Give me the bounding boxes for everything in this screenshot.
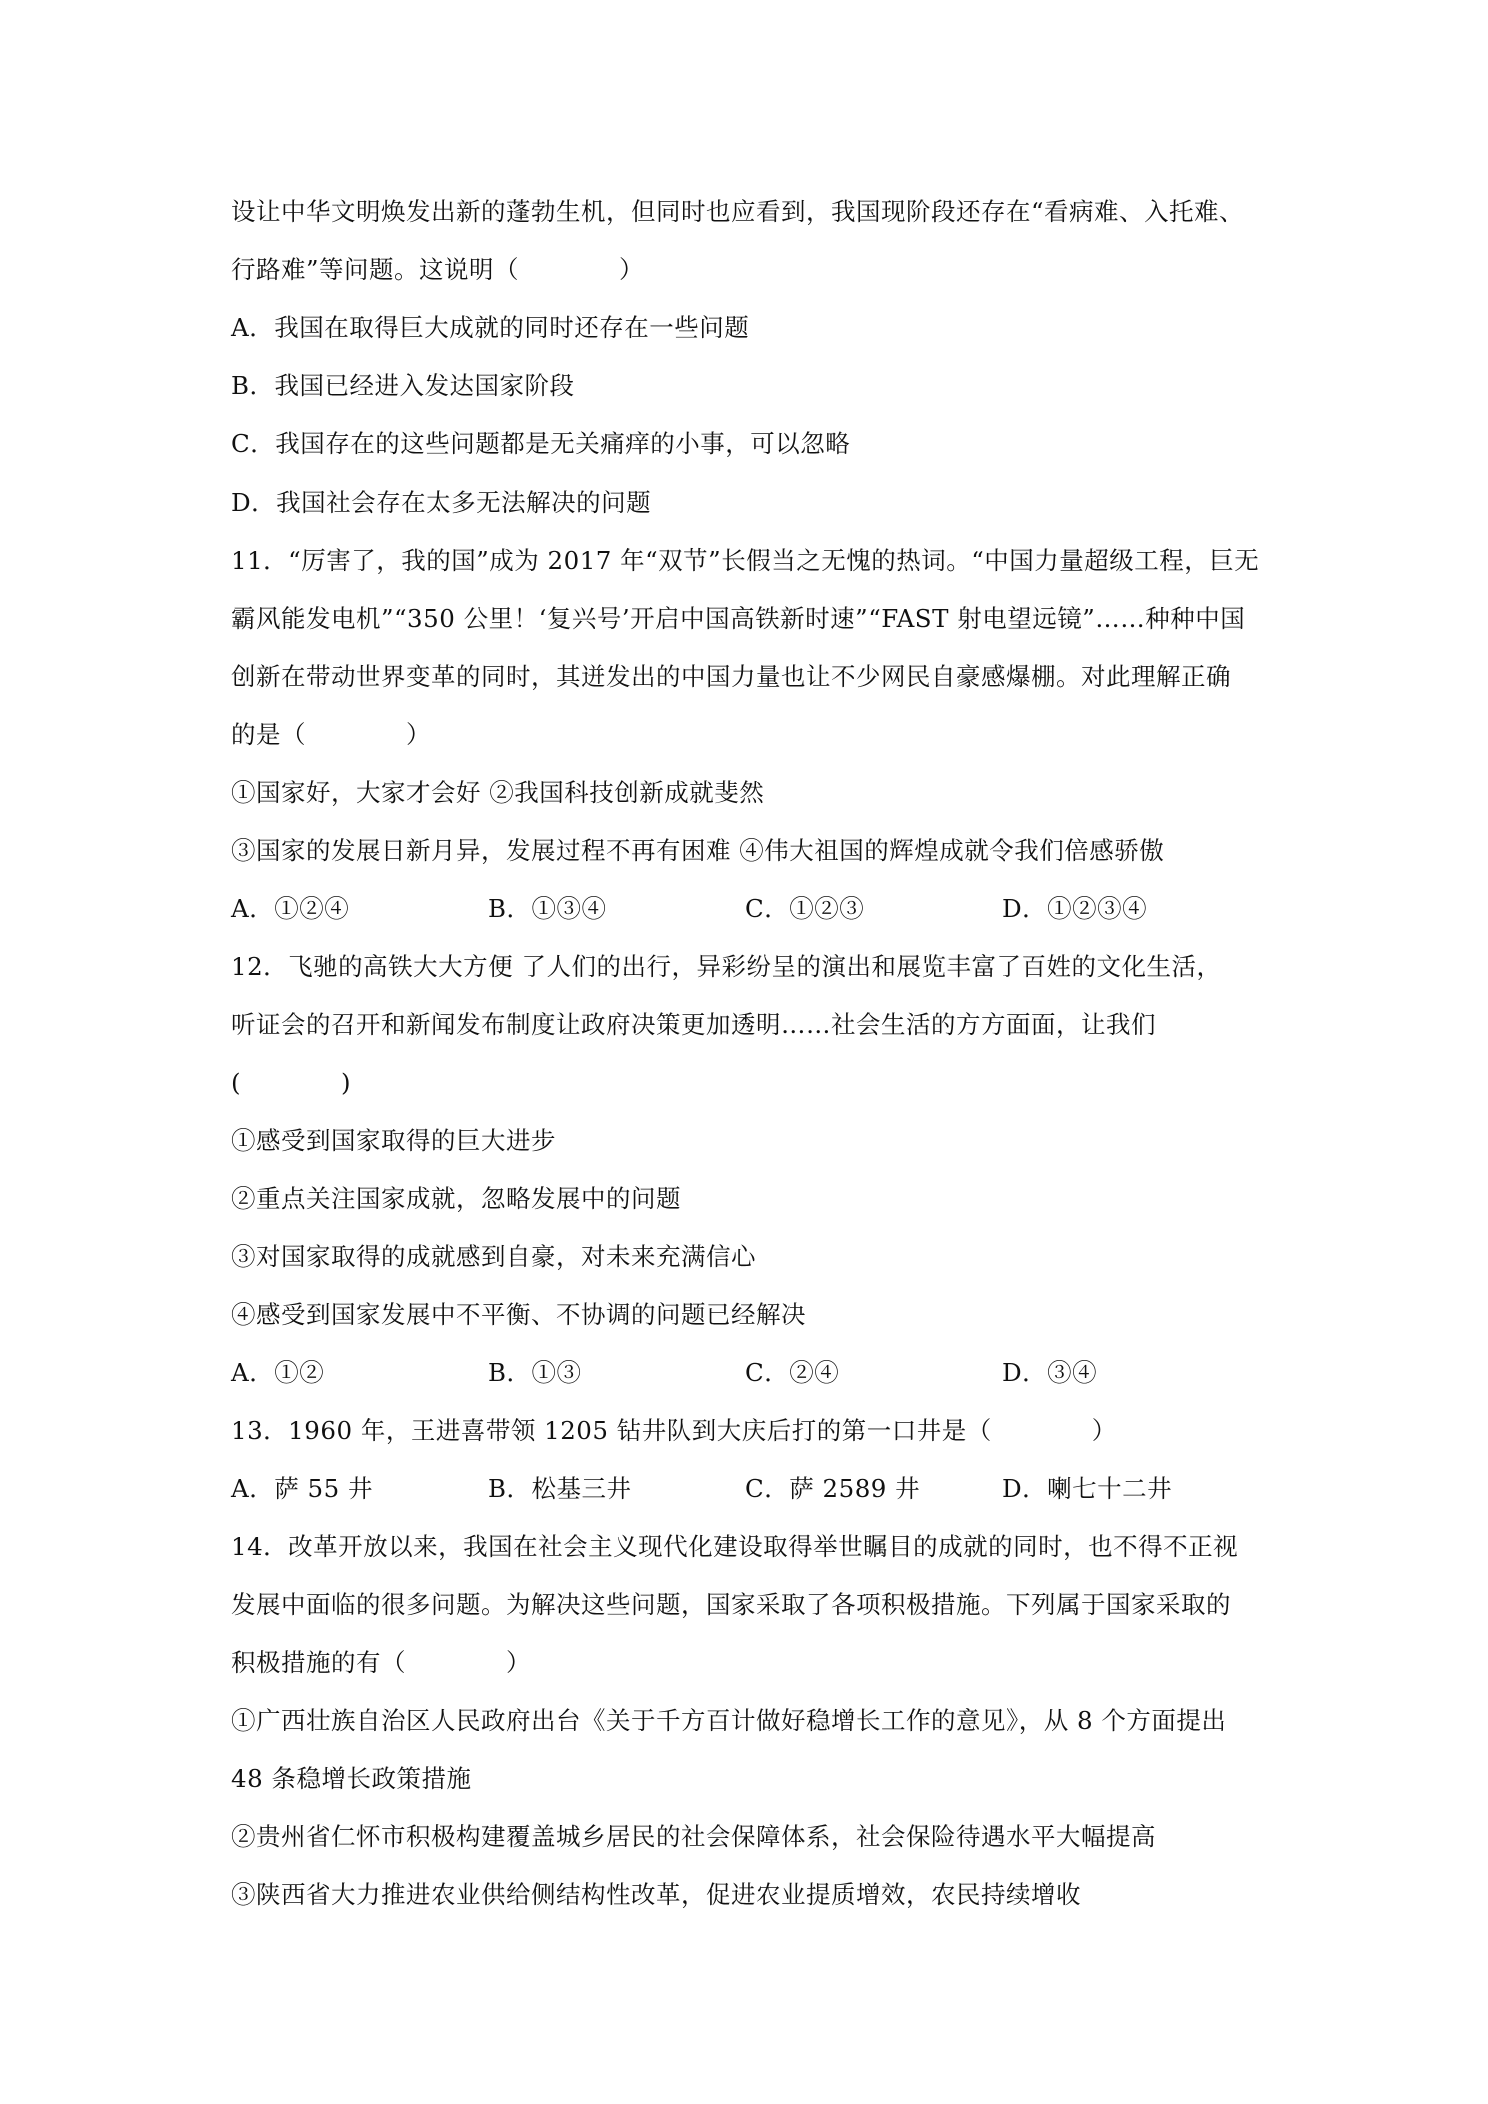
q10-option-c: C．我国存在的这些问题都是无关痛痒的小事，可以忽略 [231, 429, 851, 458]
q12-text-line-1: 12．飞驰的高铁大大方便 了人们的出行，异彩纷呈的演出和展览丰富了百姓的文化生活， [231, 952, 1222, 981]
q10-text-line-1: 设让中华文明焕发出新的蓬勃生机，但同时也应看到，我国现阶段还存在“看病难、入托难、 [231, 197, 1245, 226]
q12-option-a: A．①② [231, 1358, 325, 1387]
q12-statement-4: ④感受到国家发展中不平衡、不协调的问题已经解决 [231, 1300, 806, 1329]
q10-option-a: A．我国在取得巨大成就的同时还存在一些问题 [231, 313, 750, 342]
q12-statement-1: ①感受到国家取得的巨大进步 [231, 1126, 556, 1155]
q14-statement-1-line-2: 48 条稳增长政策措施 [231, 1764, 472, 1793]
q10-option-d: D．我国社会存在太多无法解决的问题 [231, 488, 652, 517]
q11-option-b: B．①③④ [488, 894, 607, 923]
q14-text-line-3: 积极措施的有（ ） [231, 1648, 531, 1677]
q14-statement-2: ②贵州省仁怀市积极构建覆盖城乡居民的社会保障体系，社会保险待遇水平大幅提高 [231, 1822, 1156, 1851]
q14-statement-3: ③陕西省大力推进农业供给侧结构性改革，促进农业提质增效，农民持续增收 [231, 1880, 1081, 1909]
q12-text-line-2: 听证会的召开和新闻发布制度让政府决策更加透明……社会生活的方方面面，让我们 [231, 1010, 1156, 1039]
q13-option-a: A．萨 55 井 [231, 1474, 373, 1503]
q12-answer-bracket: ( ) [231, 1068, 352, 1097]
q14-text-line-1: 14．改革开放以来，我国在社会主义现代化建设取得举世瞩目的成就的同时，也不得不正视 [231, 1532, 1239, 1561]
q11-option-a: A．①②④ [231, 894, 350, 923]
q13-text-line: 13．1960 年，王进喜带领 1205 钻井队到大庆后打的第一口井是（ ） [231, 1416, 1117, 1445]
q11-statement-line-1: ①国家好，大家才会好 ②我国科技创新成就斐然 [231, 778, 765, 807]
q12-option-c: C．②④ [745, 1358, 840, 1387]
q14-text-line-2: 发展中面临的很多问题。为解决这些问题，国家采取了各项积极措施。下列属于国家采取的 [231, 1590, 1231, 1619]
q11-option-c: C．①②③ [745, 894, 865, 923]
q11-text-line-3: 创新在带动世界变革的同时，其迸发出的中国力量也让不少网民自豪感爆棚。对此理解正确 [231, 662, 1231, 691]
q11-option-d: D．①②③④ [1002, 894, 1148, 923]
q13-option-c: C．萨 2589 井 [745, 1474, 921, 1503]
q12-option-b: B．①③ [488, 1358, 582, 1387]
q11-text-line-2: 霸风能发电机”“350 公里！‘复兴号’开启中国高铁新时速”“FAST 射电望远镜”……种种中国 [231, 604, 1246, 633]
q13-option-d: D．喇七十二井 [1002, 1474, 1173, 1503]
q11-text-line-4: 的是（ ） [231, 720, 431, 749]
q14-statement-1-line-1: ①广西壮族自治区人民政府出台《关于千方百计做好稳增长工作的意见》，从 8 个方面提出 [231, 1706, 1227, 1735]
q11-text-line-1: 11．“厉害了，我的国”成为 2017 年“双节”长假当之无愧的热词。“中国力量超级工程，巨无 [231, 546, 1260, 575]
q10-option-b: B．我国已经进入发达国家阶段 [231, 371, 575, 400]
q10-text-line-2: 行路难”等问题。这说明（ ） [231, 255, 645, 284]
q13-option-b: B．松基三井 [488, 1474, 632, 1503]
q12-option-d: D．③④ [1002, 1358, 1098, 1387]
q11-statement-line-2: ③国家的发展日新月异，发展过程不再有困难 ④伟大祖国的辉煌成就令我们倍感骄傲 [231, 836, 1165, 865]
q12-statement-2: ②重点关注国家成就，忽略发展中的问题 [231, 1184, 681, 1213]
q12-statement-3: ③对国家取得的成就感到自豪，对未来充满信心 [231, 1242, 756, 1271]
